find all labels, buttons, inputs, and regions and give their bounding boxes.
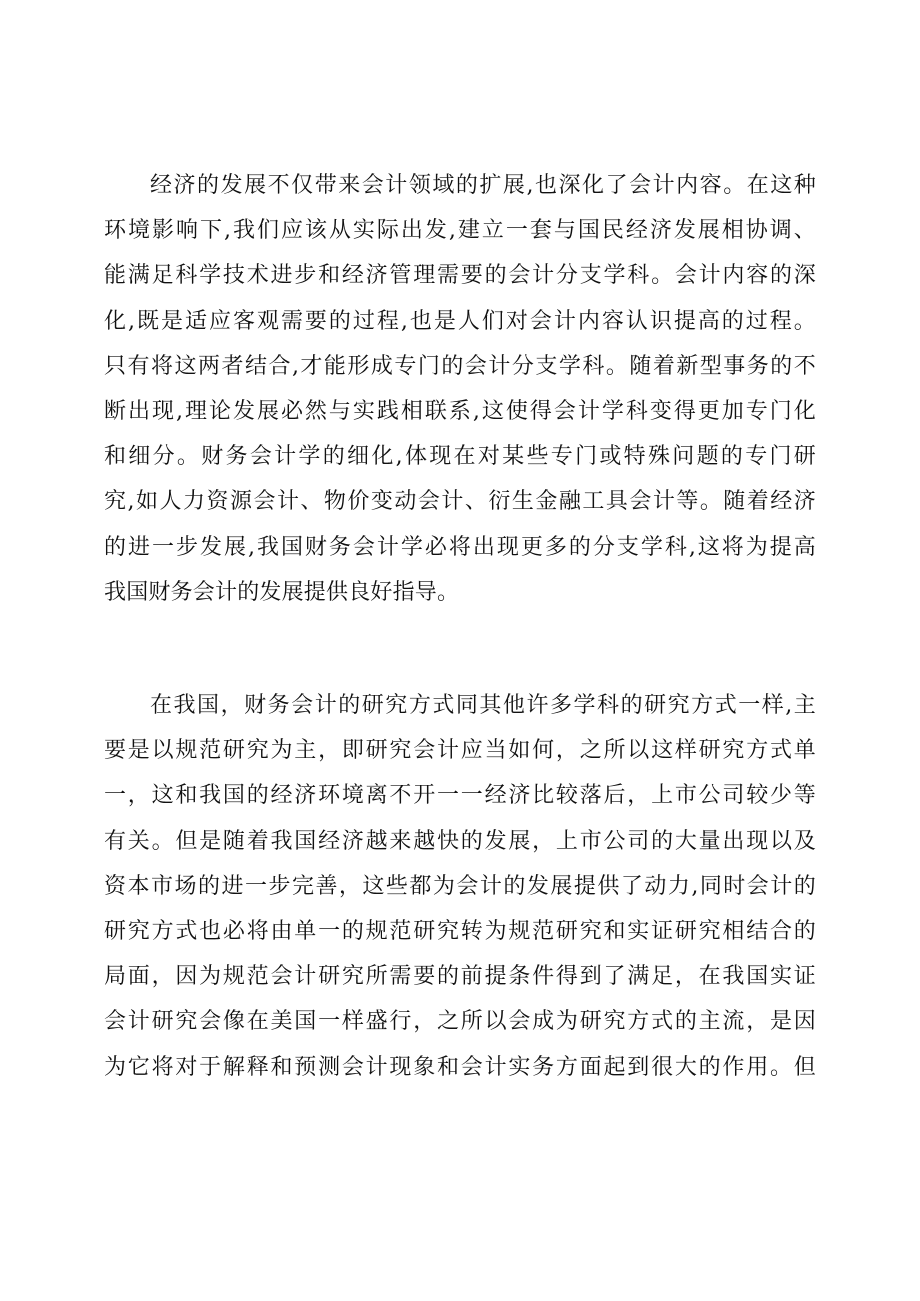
text-line: 有关。但是随着我国经济越来越快的发展，上市公司的大量出现以及: [104, 828, 816, 854]
text-line: 会计研究会像在美国一样盛行，之所以会成为研究方式的主流，是因: [104, 1009, 816, 1035]
text-line: 断出现,理论发展必然与实践相联系,这使得会计学科变得更加专门化: [104, 398, 816, 424]
text-line: 资本市场的进一步完善，这些都为会计的发展提供了动力,同时会计的: [104, 873, 816, 899]
text-line: 我国财务会计的发展提供良好指导。: [104, 579, 460, 605]
paragraph-accounting-discipline: [104, 163, 816, 615]
text-line: 环境影响下,我们应该从实际出发,建立一套与国民经济发展相协调、: [104, 218, 816, 244]
text-line: 在我国，财务会计的研究方式同其他许多学科的研究方式一样,主: [150, 693, 816, 718]
paragraph-research-methods: [104, 683, 816, 1090]
text-line: 研究方式也必将由单一的规范研究转为规范研究和实证研究相结合的: [104, 918, 816, 944]
text-line: 局面，因为规范会计研究所需要的前提条件得到了满足，在我国实证: [104, 964, 816, 990]
text-line: 能满足科学技术进步和经济管理需要的会计分支学科。会计内容的深: [104, 263, 816, 289]
text-line: 究,如人力资源会计、物价变动会计、衍生金融工具会计等。随着经济: [104, 489, 816, 515]
text-line: 只有将这两者结合,才能形成专门的会计分支学科。随着新型事务的不: [104, 353, 816, 379]
text-line: 和细分。财务会计学的细化,体现在对某些专门或特殊问题的专门研: [104, 444, 816, 470]
text-line: 的进一步发展,我国财务会计学必将出现更多的分支学科,这将为提高: [104, 534, 816, 560]
text-line: 为它将对于解释和预测会计现象和会计实务方面起到很大的作用。但: [104, 1054, 816, 1080]
text-line: 化,既是适应客观需要的过程,也是人们对会计内容认识提高的过程。: [104, 308, 816, 334]
text-line: 一，这和我国的经济环境离不开一一经济比较落后，上市公司较少等: [104, 783, 816, 809]
text-line: 经济的发展不仅带来会计领域的扩展,也深化了会计内容。在这种: [150, 173, 816, 198]
text-line: 要是以规范研究为主，即研究会计应当如何，之所以这样研究方式单: [104, 738, 816, 764]
